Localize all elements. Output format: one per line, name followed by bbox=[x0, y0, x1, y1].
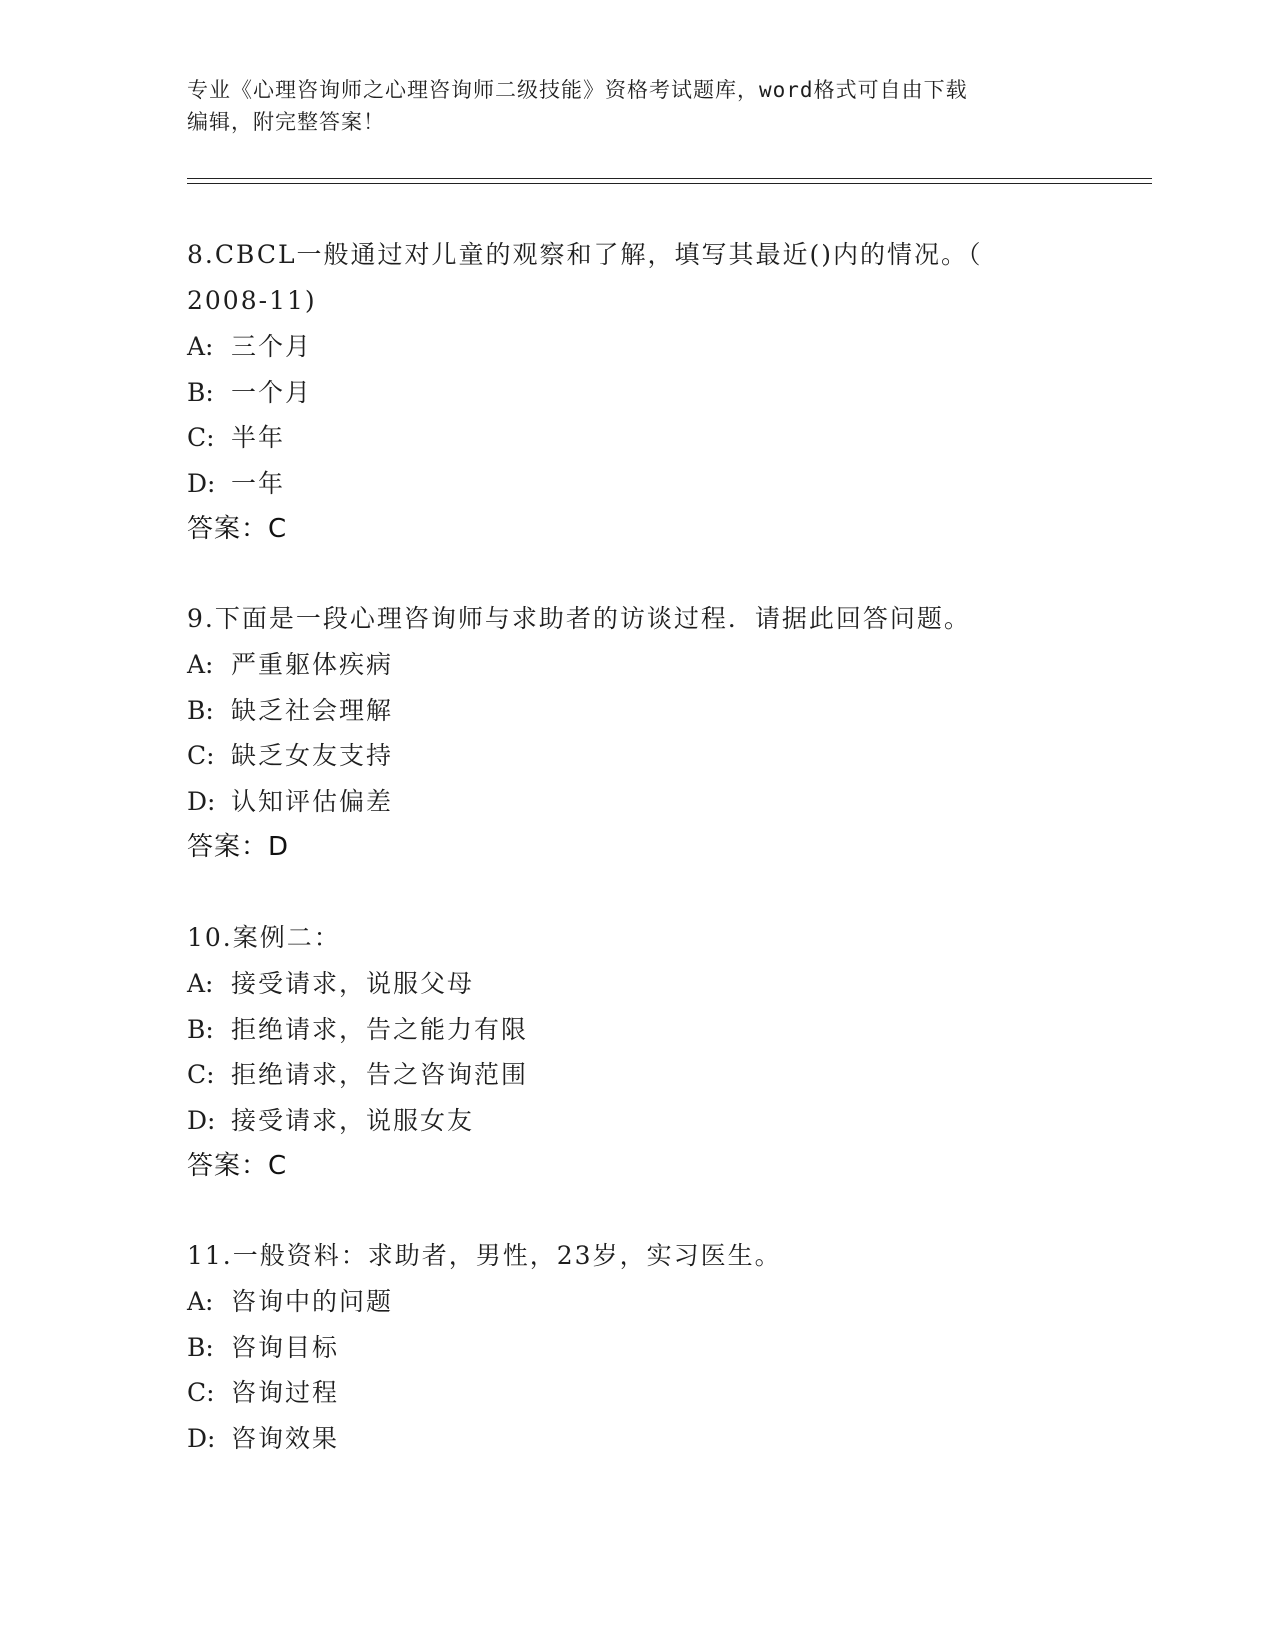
option-text: 咨询效果 bbox=[231, 1423, 340, 1453]
option-letter: A: bbox=[187, 650, 214, 679]
option-letter: B: bbox=[187, 1014, 214, 1044]
option-letter: D: bbox=[187, 1105, 216, 1135]
option-text: 咨询过程 bbox=[231, 1378, 340, 1407]
option-letter: B: bbox=[187, 695, 214, 725]
header-divider-top bbox=[187, 178, 1152, 179]
option-letter: C: bbox=[187, 423, 215, 452]
option-text: 认知评估偏差 bbox=[231, 786, 394, 816]
question-8 bbox=[187, 232, 1067, 552]
option-text: 咨询中的问题 bbox=[231, 1287, 394, 1316]
question-10 bbox=[187, 915, 1067, 1189]
option-text: 接受请求，说服父母 bbox=[231, 969, 475, 998]
option-letter: C: bbox=[187, 1378, 215, 1407]
question-9 bbox=[187, 596, 1067, 870]
option-text: 咨询目标 bbox=[231, 1332, 340, 1362]
option-d bbox=[187, 779, 1067, 825]
option-text: 拒绝请求，告之能力有限 bbox=[231, 1014, 529, 1044]
option-letter: B: bbox=[187, 377, 214, 407]
question-stem: 9.下面是一段心理咨询师与求助者的访谈过程．请据此回答问题。 bbox=[187, 604, 971, 633]
option-text: 缺乏女友支持 bbox=[231, 741, 394, 770]
question-stem: 8.CBCL一般通过对儿童的观察和了解，填写其最近()内的情况。（ bbox=[187, 240, 983, 269]
header-divider-bottom bbox=[187, 183, 1152, 184]
option-letter: A: bbox=[187, 969, 214, 998]
option-text: 严重躯体疾病 bbox=[231, 650, 394, 679]
option-text: 缺乏社会理解 bbox=[231, 695, 394, 725]
option-letter: C: bbox=[187, 1060, 215, 1089]
question-11 bbox=[187, 1233, 1067, 1461]
option-c bbox=[187, 733, 1067, 779]
option-letter: D: bbox=[187, 1423, 216, 1453]
option-d bbox=[187, 1416, 1067, 1462]
option-letter: D: bbox=[187, 786, 216, 816]
option-text: 一个月 bbox=[231, 377, 313, 407]
option-c bbox=[187, 415, 1067, 461]
header-line-1: 专业《心理咨询师之心理咨询师二级技能》资格考试题库，word格式可自由下载 bbox=[187, 78, 968, 102]
option-a bbox=[187, 961, 1067, 1007]
option-text: 一年 bbox=[231, 468, 286, 498]
option-text: 半年 bbox=[231, 423, 286, 452]
answer-line: 答案：D bbox=[187, 832, 290, 862]
question-stem: 11.一般资料：求助者，男性，23岁，实习医生。 bbox=[187, 1241, 782, 1270]
option-letter: D: bbox=[187, 468, 216, 498]
option-b bbox=[187, 370, 1067, 416]
option-a bbox=[187, 1279, 1067, 1325]
option-a bbox=[187, 642, 1067, 688]
question-stem-continued: 2008-11) bbox=[187, 286, 317, 315]
option-b bbox=[187, 1325, 1067, 1371]
option-letter: B: bbox=[187, 1332, 214, 1362]
document-header bbox=[187, 74, 1077, 138]
option-letter: A: bbox=[187, 1287, 214, 1316]
option-a bbox=[187, 324, 1067, 370]
answer-line: 答案：C bbox=[187, 1151, 288, 1181]
option-letter: A: bbox=[187, 332, 214, 361]
option-text: 拒绝请求，告之咨询范围 bbox=[231, 1060, 529, 1089]
option-d bbox=[187, 461, 1067, 507]
option-d bbox=[187, 1098, 1067, 1144]
option-c bbox=[187, 1370, 1067, 1416]
option-c bbox=[187, 1052, 1067, 1098]
option-letter: C: bbox=[187, 741, 215, 770]
question-stem: 10.案例二： bbox=[187, 923, 341, 952]
option-text: 接受请求，说服女友 bbox=[231, 1105, 475, 1135]
option-b bbox=[187, 688, 1067, 734]
option-text: 三个月 bbox=[231, 332, 313, 361]
header-line-2: 编辑，附完整答案！ bbox=[187, 110, 385, 134]
option-b bbox=[187, 1007, 1067, 1053]
answer-line: 答案：C bbox=[187, 514, 288, 544]
